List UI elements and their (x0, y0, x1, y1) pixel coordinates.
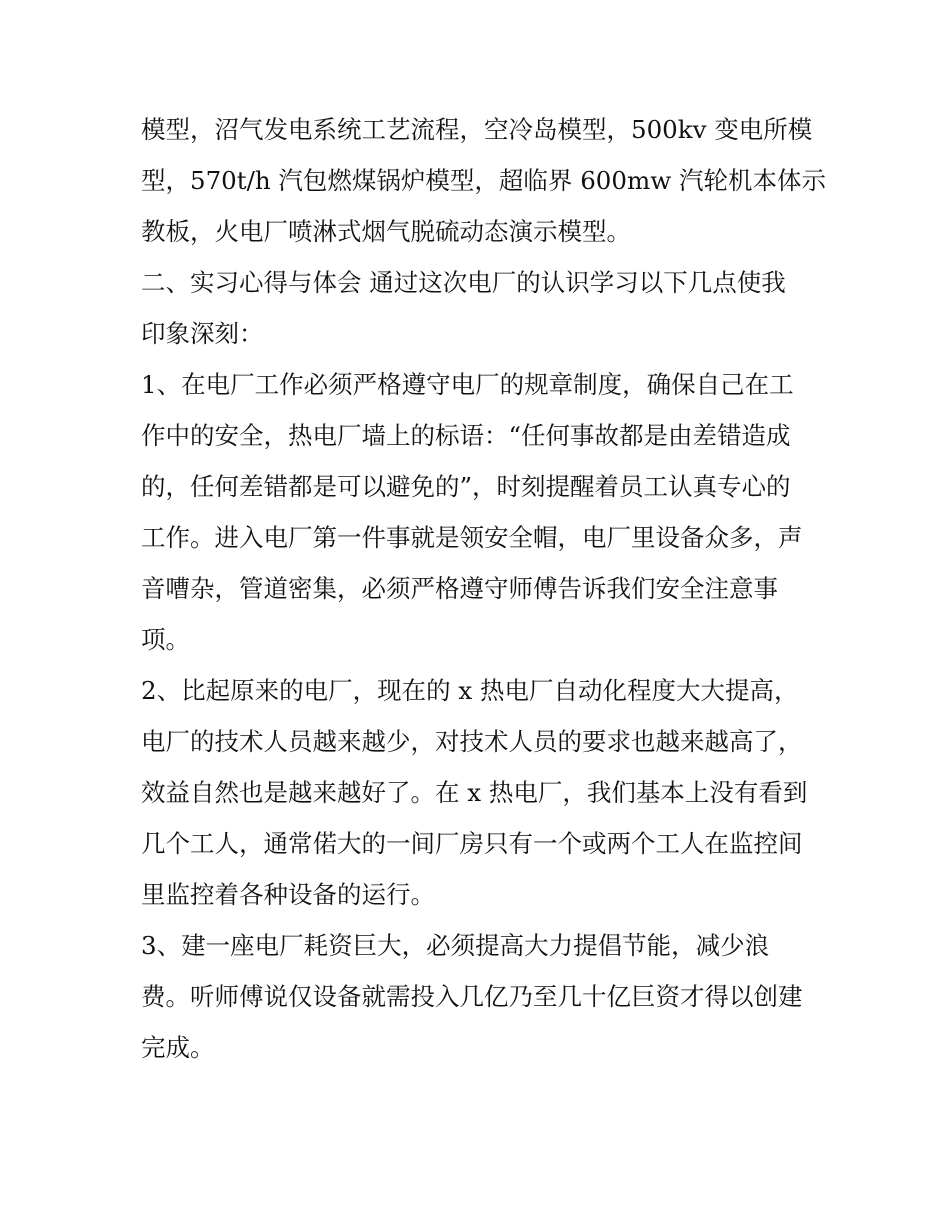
text-line: 模型，沼气发电系统工艺流程，空冷岛模型，500kv 变电所模 (141, 115, 813, 144)
text-line: 2、比起原来的电厂，现在的 x 热电厂自动化程度大大提高， (141, 676, 799, 705)
text-line: 3、建一座电厂耗资巨大，必须提高大力提倡节能，减少浪 (141, 931, 770, 960)
text-line: 电厂的技术人员越来越少，对技术人员的要求也越来越高了， (141, 727, 803, 756)
text-line: 音嘈杂，管道密集，必须严格遵守师傅告诉我们安全注意事 (141, 574, 778, 603)
text-line: 1、在电厂工作必须严格遵守电厂的规章制度，确保自己在工 (141, 370, 794, 399)
text-line: 效益自然也是越来越好了。在 x 热电厂，我们基本上没有看到 (141, 778, 808, 807)
text-line: 二、实习心得与体会 通过这次电厂的认识学习以下几点使我 (141, 268, 786, 297)
text-line: 的，任何差错都是可以避免的”，时刻提醒着员工认真专心的 (141, 472, 791, 501)
text-line: 型，570t/h 汽包燃煤锅炉模型，超临界 600mw 汽轮机本体示 (141, 166, 826, 195)
text-line: 作中的安全，热电厂墙上的标语：“任何事故都是由差错造成 (141, 421, 791, 450)
text-line: 费。听师傅说仅设备就需投入几亿乃至几十亿巨资才得以创建 (141, 982, 803, 1011)
text-line: 项。 (141, 625, 190, 654)
text-line: 教板，火电厂喷淋式烟气脱硫动态演示模型。 (141, 217, 631, 246)
text-line: 工作。进入电厂第一件事就是领安全帽，电厂里设备众多，声 (141, 523, 803, 552)
text-line: 印象深刻： (141, 319, 264, 348)
text-line: 几个工人，通常偌大的一间厂房只有一个或两个工人在监控间 (141, 829, 803, 858)
document-body (141, 104, 831, 1073)
text-line: 完成。 (141, 1033, 215, 1062)
text-line: 里监控着各种设备的运行。 (141, 880, 435, 909)
